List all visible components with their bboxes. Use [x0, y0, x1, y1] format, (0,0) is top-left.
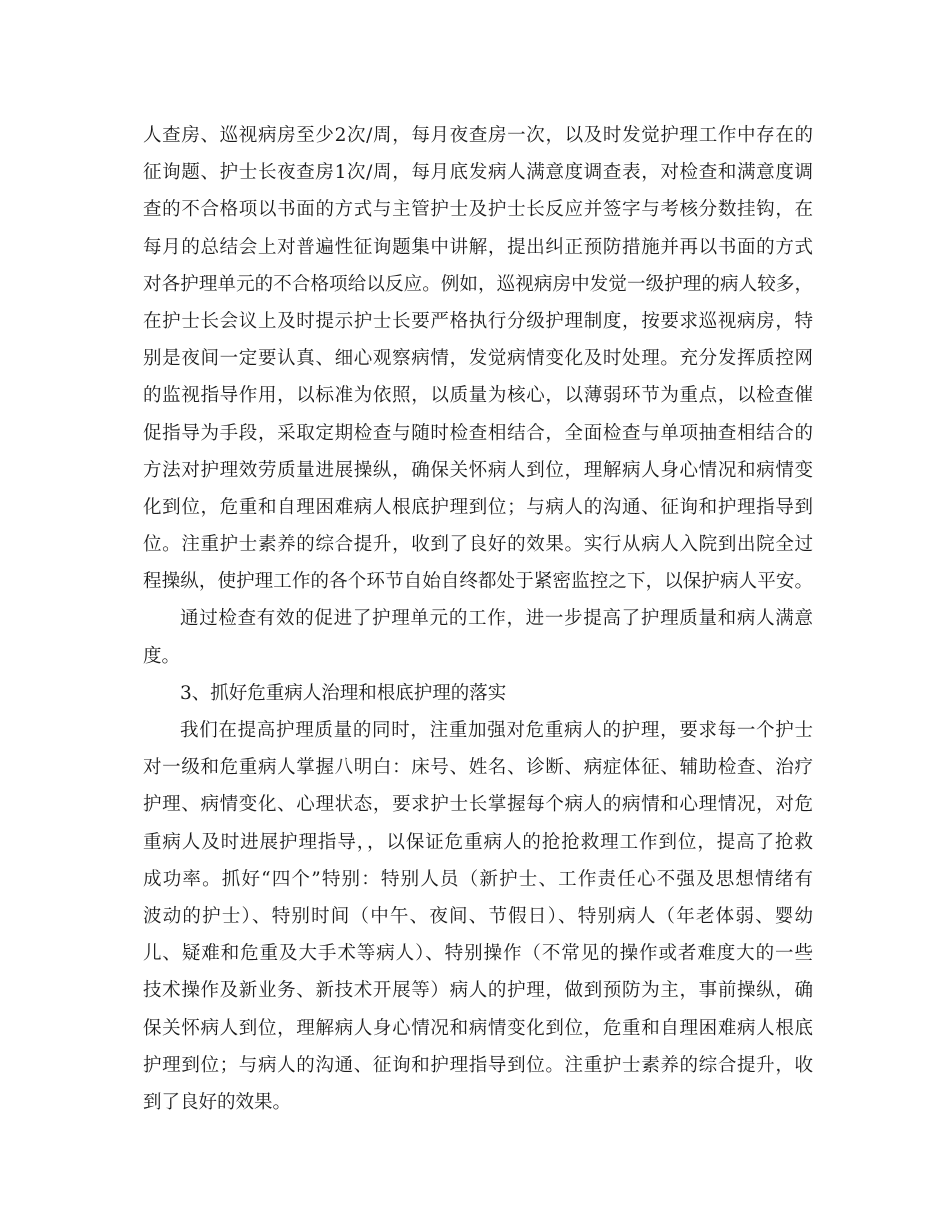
section-heading-text: 3、抓好危重病人治理和根底护理的落实	[180, 682, 507, 704]
text-line: 通过检查有效的促进了护理单元的工作，进一步提高了护理质量和病人满意	[180, 608, 813, 630]
text-line: 护理到位；与病人的沟通、征询和护理指导到位。注重护士素养的综合提升，收	[143, 1054, 813, 1076]
text-line: 在护士长会议上及时提示护士长要严格执行分级护理制度，按要求巡视病房，特	[143, 310, 813, 332]
text-line: 程操纵，使护理工作的各个环节自始自终都处于紧密监控之下，以保护病人平安。	[143, 571, 813, 593]
text-line: 化到位，危重和自理困难病人根底护理到位；与病人的沟通、征询和护理指导到	[143, 496, 813, 518]
text-line: 的监视指导作用，以标准为依照，以质量为核心，以薄弱环节为重点，以检查催	[143, 385, 813, 407]
paragraph-inspection-result	[143, 600, 813, 674]
text-line: 度。	[143, 645, 181, 667]
text-line: 护理、病情变化、心理状态，要求护士长掌握每个病人的病情和心理情况，对危	[143, 794, 813, 816]
text-line: 成功率。抓好“四个”特别：特别人员（新护士、工作责任心不强及思想情绪有	[143, 868, 813, 890]
text-line: 重病人及时进展护理指导，，以保证危重病人的抢抢救理工作到位，提高了抢救	[143, 831, 813, 853]
text-line: 征询题、护士长夜查房1次/周，每月底发病人满意度调查表，对检查和满意度调	[143, 162, 813, 184]
text-line: 方法对护理效劳质量进展操纵，确保关怀病人到位，理解病人身心情况和病情变	[143, 459, 813, 481]
text-line: 对各护理单元的不合格项给以反应。例如，巡视病房中发觉一级护理的病人较多，	[143, 273, 813, 295]
paragraph-critical-care	[143, 712, 813, 1121]
text-line: 技术操作及新业务、新技术开展等）病人的护理，做到预防为主，事前操纵，确	[143, 980, 813, 1002]
document-body	[143, 117, 813, 1121]
text-line: 别是夜间一定要认真、细心观察病情，发觉病情变化及时处理。充分发挥质控网	[143, 348, 813, 370]
text-line: 每月的总结会上对普遍性征询题集中讲解，提出纠正预防措施并再以书面的方式	[143, 236, 813, 258]
text-line: 人查房、巡视病房至少2次/周，每月夜查房一次，以及时发觉护理工作中存在的	[143, 125, 813, 146]
text-line: 对一级和危重病人掌握八明白：床号、姓名、诊断、病症体征、辅助检查、治疗	[143, 757, 813, 779]
text-line: 位。注重护士素养的综合提升，收到了良好的效果。实行从病人入院到出院全过	[143, 534, 813, 556]
text-line: 保关怀病人到位，理解病人身心情况和病情变化到位，危重和自理困难病人根底	[143, 1017, 813, 1039]
text-line: 查的不合格项以书面的方式与主管护士及护士长反应并签字与考核分数挂钩，在	[143, 199, 813, 221]
text-line: 到了良好的效果。	[143, 1091, 292, 1113]
section-heading	[143, 675, 813, 712]
text-line: 我们在提高护理质量的同时，注重加强对危重病人的护理，要求每一个护士	[180, 720, 813, 741]
text-line: 促指导为手段，采取定期检查与随时检查相结合，全面检查与单项抽查相结合的	[143, 422, 813, 444]
paragraph-inspection-process	[143, 117, 813, 600]
text-line: 波动的护士）、特别时间（中午、夜间、节假日）、特别病人（年老体弱、婴幼	[143, 905, 813, 927]
text-line: 儿、疑难和危重及大手术等病人）、特别操作（不常见的操作或者难度大的一些	[143, 943, 813, 965]
